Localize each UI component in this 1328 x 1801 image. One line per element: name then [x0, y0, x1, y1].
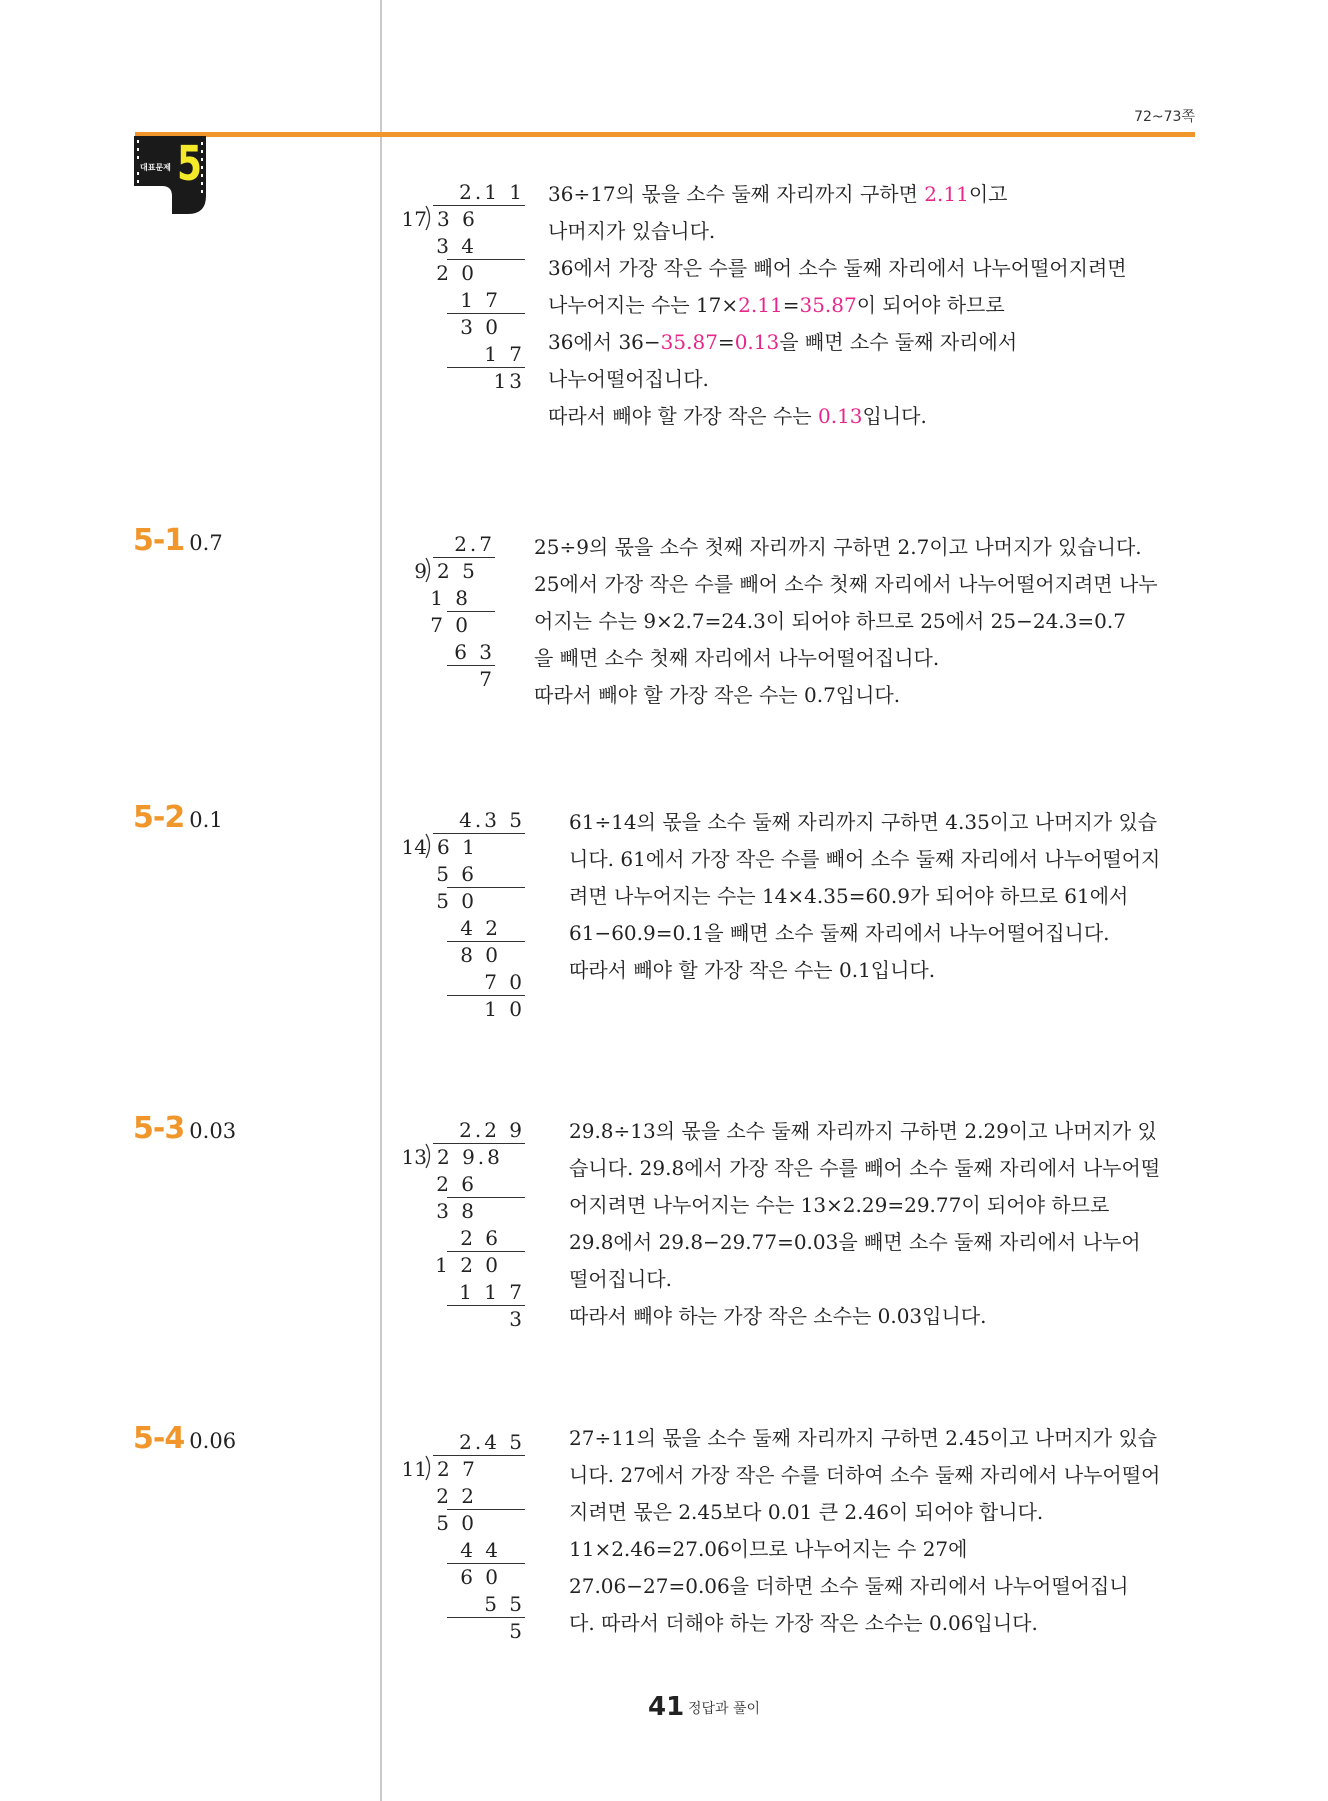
explanation-5-1 [534, 529, 1158, 714]
long-division-5-3 [395, 1118, 525, 1338]
division-rule [447, 611, 495, 612]
division-rule [447, 259, 525, 260]
division-divisor: 17 [401, 207, 427, 231]
explanation-line: 니다. 61에서 가장 작은 수를 빼어 소수 둘째 자리에서 나누어떨어지 [569, 847, 1161, 871]
division-step: 3 0 [460, 315, 501, 339]
long-division-5-4 [395, 1430, 525, 1650]
text-segment: 나누어떨어집니다. [548, 367, 709, 391]
division-step: 6 3 [454, 640, 495, 664]
explanation-line [548, 398, 1127, 435]
explanation-line: 따라서 빼야 할 가장 작은 수는 0.7입니다. [534, 683, 901, 707]
division-rule [447, 1251, 525, 1252]
division-step: 5 0 [436, 1511, 477, 1535]
division-step: 3 [509, 1307, 525, 1331]
division-step: 2 6 [436, 1172, 477, 1196]
division-step: 13 [493, 369, 525, 393]
division-step: 4 2 [460, 916, 501, 940]
problem-5-3-header [133, 1111, 236, 1146]
division-dividend: 2 5 [437, 559, 478, 583]
text-segment: = [782, 293, 800, 317]
problem-label: 5-4 [133, 1421, 185, 1456]
division-step: 1 1 7 [459, 1280, 525, 1304]
explanation-line: 61−60.9=0.1을 빼면 소수 둘째 자리에서 나누어떨어집니다. [569, 921, 1110, 945]
explanation-line: 따라서 빼야 할 가장 작은 수는 0.1입니다. [569, 958, 936, 982]
highlighted-value: 35.87 [660, 330, 718, 354]
division-dividend: 2 9.8 [437, 1145, 503, 1169]
highlighted-value: 0.13 [734, 330, 780, 354]
division-quotient: 2.4 5 [459, 1430, 525, 1454]
division-step: 1 8 [430, 586, 471, 610]
division-rule [447, 887, 525, 888]
text-segment: 이고 [968, 182, 1008, 206]
page-range: 72~73쪽 [1134, 109, 1195, 125]
division-step: 3 8 [436, 1199, 477, 1223]
division-step: 7 0 [430, 613, 471, 637]
highlighted-value: 0.13 [817, 404, 863, 428]
explanation-line: 27÷11의 몫을 소수 둘째 자리까지 구하면 2.45이고 나머지가 있습 [569, 1426, 1158, 1450]
problem-5-1-header [133, 523, 223, 558]
division-bar [433, 1455, 525, 1456]
problem-badge [134, 136, 206, 214]
division-quotient: 4.3 5 [459, 808, 525, 832]
division-quotient: 2.2 9 [459, 1118, 525, 1142]
division-step: 7 0 [484, 970, 525, 994]
text-segment: 36에서 36− [548, 330, 661, 354]
division-rule [447, 665, 495, 666]
explanation-line [548, 324, 1127, 361]
division-step: 4 4 [460, 1538, 501, 1562]
problem-label: 5-2 [133, 800, 185, 835]
division-step: 1 0 [484, 997, 525, 1021]
division-bar [433, 1143, 525, 1144]
division-step: 8 0 [460, 943, 501, 967]
explanation-line: 려면 나누어지는 수는 14×4.35=60.9가 되어야 하므로 61에서 [569, 884, 1129, 908]
division-bar [433, 205, 525, 206]
division-divisor: 9 [414, 559, 427, 583]
explanation-5-3 [569, 1113, 1160, 1335]
division-quotient: 2.1 1 [459, 180, 525, 204]
division-bar [433, 833, 525, 834]
division-step: 2 2 [436, 1484, 477, 1508]
division-dividend: 3 6 [437, 207, 478, 231]
problem-label: 5-1 [133, 523, 185, 558]
division-divisor: 13 [401, 1145, 427, 1169]
division-step: 7 [479, 667, 495, 691]
header-rule [135, 132, 1195, 137]
division-divisor: 11 [401, 1457, 427, 1481]
highlighted-value: 35.87 [799, 293, 857, 317]
text-segment: 입니다. [862, 404, 927, 428]
division-dividend: 2 7 [437, 1457, 478, 1481]
explanation-5-4 [569, 1420, 1160, 1642]
explanation-line [548, 213, 1127, 250]
main-explanation [548, 176, 1127, 435]
long-division-5-1 [395, 532, 495, 692]
division-step: 2 0 [436, 261, 477, 285]
badge-label: 대표문제 [140, 163, 171, 172]
explanation-line: 11×2.46=27.06이므로 나누어지는 수 27에 [569, 1537, 968, 1561]
explanation-line: 지려면 몫은 2.45보다 0.01 큰 2.46이 되어야 합니다. [569, 1500, 1044, 1524]
explanation-line [548, 176, 1127, 213]
division-step: 1 7 [484, 342, 525, 366]
explanation-line: 어지려면 나누어지는 수는 13×2.29=29.77이 되어야 하므로 [569, 1193, 1110, 1217]
text-segment: 이 되어야 하므로 [856, 293, 1005, 317]
problem-answer: 0.1 [189, 808, 223, 832]
explanation-line: 다. 따라서 더해야 하는 가장 작은 소수는 0.06입니다. [569, 1611, 1038, 1635]
division-step: 5 5 [484, 1592, 525, 1616]
explanation-line: 25÷9의 몫을 소수 첫째 자리까지 구하면 2.7이고 나머지가 있습니다. [534, 535, 1142, 559]
explanation-line [548, 287, 1127, 324]
page-number: 41 [648, 1692, 685, 1722]
division-step: 6 0 [460, 1565, 501, 1589]
problem-answer: 0.03 [189, 1119, 237, 1143]
explanation-line: 29.8÷13의 몫을 소수 둘째 자리까지 구하면 2.29이고 나머지가 있 [569, 1119, 1157, 1143]
division-rule [447, 941, 525, 942]
text-segment: 나누어지는 수는 17× [548, 293, 739, 317]
division-bar [433, 557, 495, 558]
division-step: 5 0 [436, 889, 477, 913]
explanation-line: 을 빼면 소수 첫째 자리에서 나누어떨어집니다. [534, 646, 940, 670]
explanation-5-2 [569, 804, 1160, 989]
explanation-line: 떨어집니다. [569, 1267, 672, 1291]
explanation-line: 27.06−27=0.06을 더하면 소수 둘째 자리에서 나누어떨어집니 [569, 1574, 1129, 1598]
explanation-line: 61÷14의 몫을 소수 둘째 자리까지 구하면 4.35이고 나머지가 있습 [569, 810, 1158, 834]
explanation-line: 어지는 수는 9×2.7=24.3이 되어야 하므로 25에서 25−24.3=0.7 [534, 609, 1126, 633]
explanation-line [548, 361, 1127, 398]
division-rule [447, 367, 525, 368]
text-segment: 을 빼면 소수 둘째 자리에서 [779, 330, 1018, 354]
badge-number: 5 [177, 136, 203, 192]
problem-answer: 0.7 [189, 531, 223, 555]
text-segment: 36÷17의 몫을 소수 둘째 자리까지 구하면 [548, 182, 925, 206]
text-segment: 나머지가 있습니다. [548, 219, 716, 243]
division-step: 2 6 [460, 1226, 501, 1250]
highlighted-value: 2.11 [924, 182, 969, 206]
footer-section: 정답과 풀이 [688, 1701, 761, 1717]
problem-5-2-header [133, 800, 223, 835]
division-rule [447, 1617, 525, 1618]
text-segment: = [717, 330, 735, 354]
problem-answer: 0.06 [189, 1429, 237, 1453]
division-divisor: 14 [401, 835, 427, 859]
highlighted-value: 2.11 [738, 293, 783, 317]
explanation-line [548, 250, 1127, 287]
division-rule [447, 1509, 525, 1510]
problem-label: 5-3 [133, 1111, 185, 1146]
division-rule [447, 1197, 525, 1198]
division-step: 3 4 [436, 234, 477, 258]
division-quotient: 2.7 [454, 532, 495, 556]
problem-5-4-header [133, 1421, 236, 1456]
division-step: 1 2 0 [435, 1253, 501, 1277]
division-rule [447, 1305, 525, 1306]
division-rule [447, 313, 525, 314]
center-divider [380, 0, 382, 1801]
division-step: 1 7 [460, 288, 501, 312]
explanation-line: 29.8에서 29.8−29.77=0.03을 빼면 소수 둘째 자리에서 나누어 [569, 1230, 1141, 1254]
division-rule [447, 995, 525, 996]
long-division-main [395, 180, 525, 393]
explanation-line: 니다. 27에서 가장 작은 수를 더하여 소수 둘째 자리에서 나누어떨어 [569, 1463, 1161, 1487]
text-segment: 따라서 빼야 할 가장 작은 수는 [548, 404, 818, 428]
long-division-5-2 [395, 808, 525, 1028]
division-rule [447, 1563, 525, 1564]
explanation-line: 25에서 가장 작은 수를 빼어 소수 첫째 자리에서 나누어떨어지려면 나누 [534, 572, 1158, 596]
text-segment: 36에서 가장 작은 수를 빼어 소수 둘째 자리에서 나누어떨어지려면 [548, 256, 1127, 280]
explanation-line: 습니다. 29.8에서 가장 작은 수를 빼어 소수 둘째 자리에서 나누어떨 [569, 1156, 1161, 1180]
division-step: 5 6 [436, 862, 477, 886]
division-step: 5 [509, 1619, 525, 1643]
division-dividend: 6 1 [437, 835, 478, 859]
explanation-line: 따라서 빼야 하는 가장 작은 소수는 0.03입니다. [569, 1304, 987, 1328]
